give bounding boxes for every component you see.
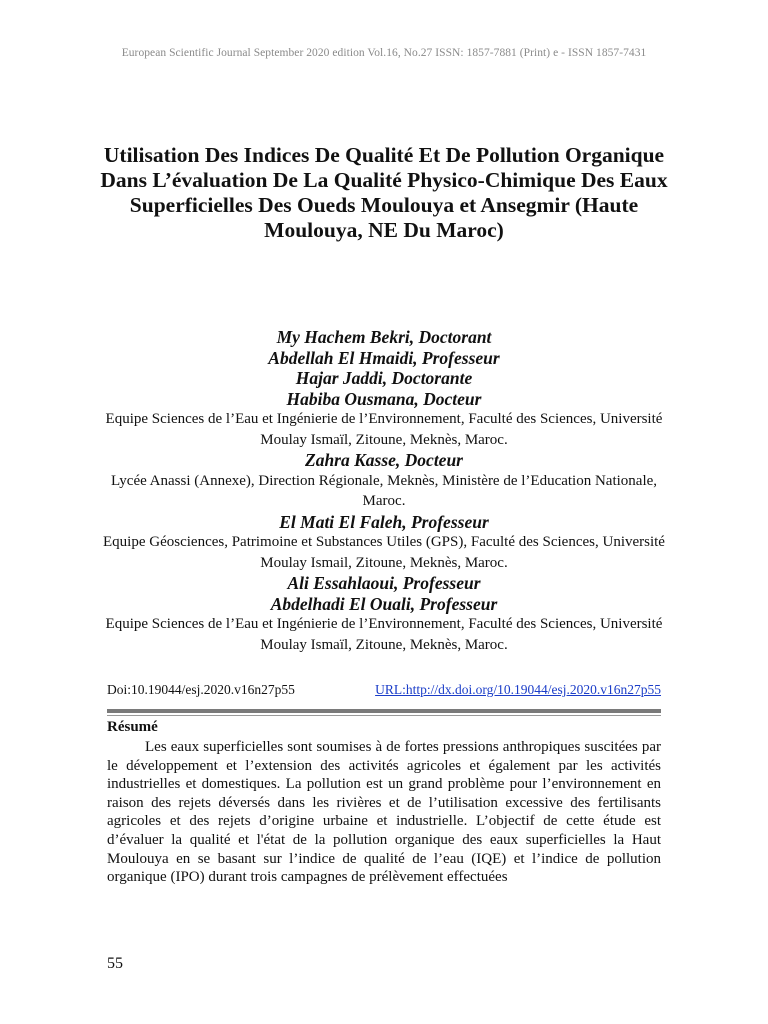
author-name: Abdellah El Hmaidi, Professeur (268, 347, 500, 368)
author-name: Abdelhadi El Ouali, Professeur (270, 593, 498, 614)
abstract-heading: Résumé (107, 719, 158, 735)
page-number: 55 (107, 955, 123, 972)
paper-title: Utilisation Des Indices De Qualité Et De Pollution Organique Dans L’évaluation De La Qualité Physico-Chimique Des Eaux Superficielles Des Oueds Moulouya et Ansegmir (Haute Moulouya, NE Du Maroc) (100, 143, 668, 242)
author-affiliation: Equipe Géosciences, Patrimoine et Substances Utiles (GPS), Faculté des Sciences, Université Moulay Ismail, Zitoune, Meknès, Maroc. (103, 534, 665, 571)
section-divider-thin (107, 715, 661, 716)
author-name: Hajar Jaddi, Doctorante (295, 368, 473, 388)
author-name: Ali Essahlaoui, Professeur (287, 573, 481, 593)
author-affiliation: Lycée Anassi (Annexe), Direction Régionale, Meknès, Ministère de l’Education Nationale, Maroc. (110, 472, 658, 509)
doi-row (107, 682, 661, 698)
author-list (100, 327, 668, 655)
author-name: My Hachem Bekri, Doctorant (276, 327, 492, 347)
author-name: El Mati El Faleh, Professeur (279, 511, 489, 532)
section-divider-thick (107, 709, 661, 713)
author-affiliation: Equipe Sciences de l’Eau et Ingénierie de l’Environnement, Faculté des Sciences, Université Moulay Ismaïl, Zitoune, Meknès, Maroc. (105, 616, 663, 653)
author-name: Habiba Ousmana, Docteur (286, 388, 482, 409)
doi-text: Doi:10.19044/esj.2020.v16n27p55 (107, 682, 295, 697)
doi-url-link[interactable]: URL:http://dx.doi.org/10.19044/esj.2020.v16n27p55 (375, 682, 661, 697)
running-header: European Scientific Journal September 2020 edition Vol.16, No.27 ISSN: 1857-7881 (Print) e - ISSN 1857-7431 (121, 47, 647, 59)
author-affiliation: Equipe Sciences de l’Eau et Ingénierie de l’Environnement, Faculté des Sciences, Université Moulay Ismaïl, Zitoune, Meknès, Maroc. (105, 411, 663, 448)
abstract-text: Les eaux superficielles sont soumises à de fortes pressions anthropiques suscitées par le développement et l’extension des activités agricoles et également par les activités industrielles et domestiques. La pollution est un grand problème pour l’environnement en raison des rejets déversés dans les rivières et de l’utilisation excessive des fertilisants agricoles et des rejets d’origine urbaine et industrielle. L’objectif de cette étude est d’évaluer la qualité et l'état de la pollution organique des eaux superficielles la Haut Moulouya en se basant sur l’indice de qualité de l’eau (IQE) et l’indice de pollution organique (IPO) durant trois campagnes de prélèvement effectuées (107, 739, 661, 886)
author-name: Zahra Kasse, Docteur (305, 450, 463, 470)
